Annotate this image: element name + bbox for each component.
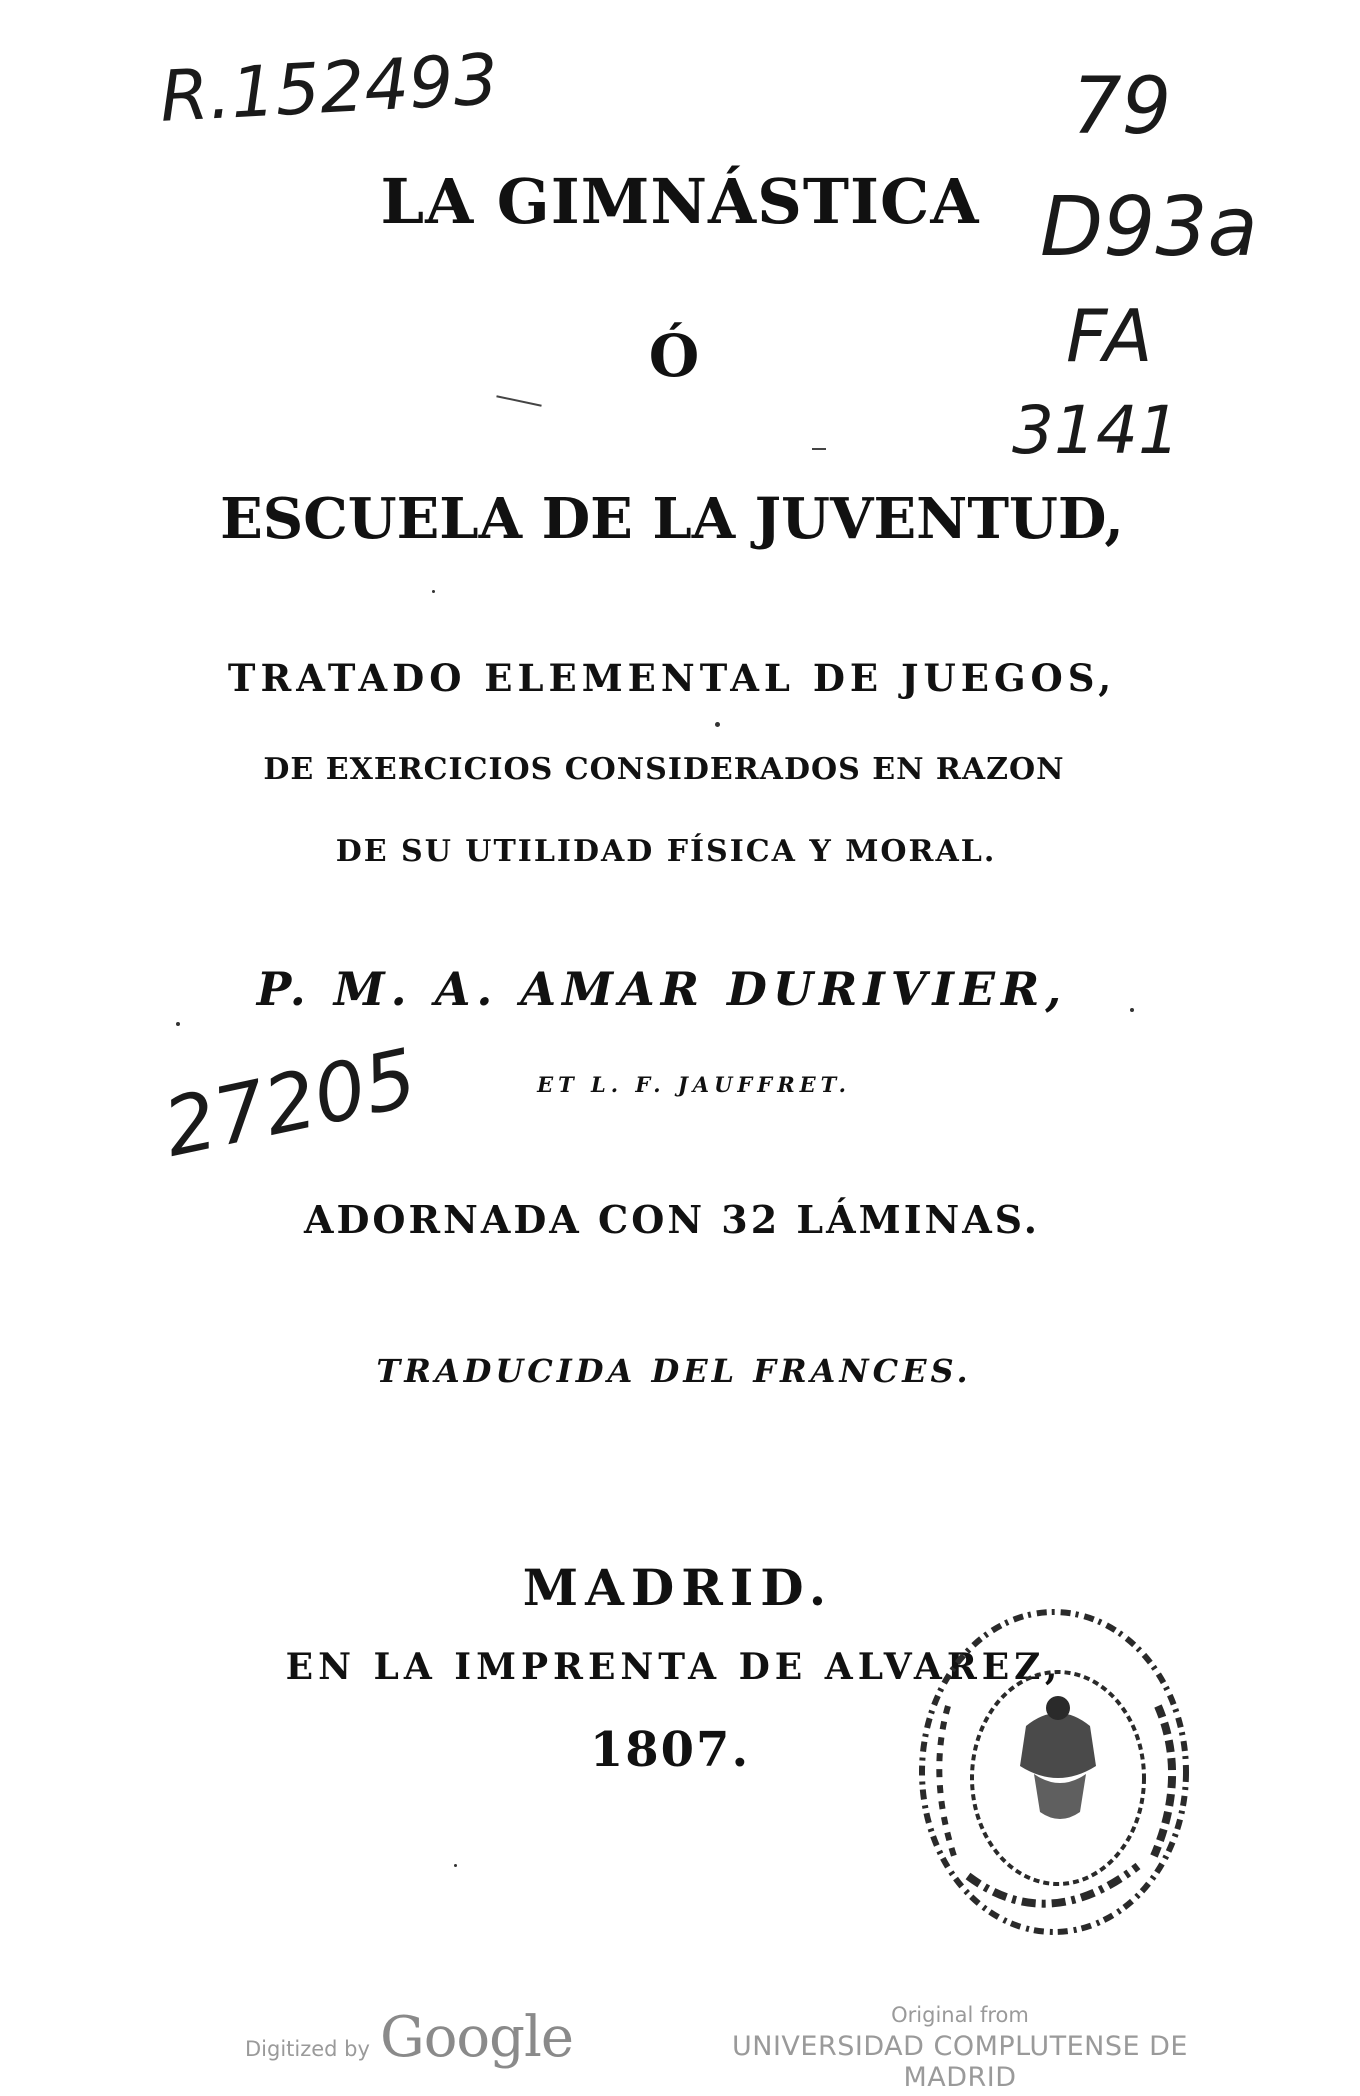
handwritten-mark-27205: 27205 — [156, 1031, 425, 1175]
imprint-city: MADRID. — [522, 1558, 834, 1617]
handwritten-mark-3141: 3141 — [1012, 392, 1180, 469]
original-from-label: Original from — [891, 2003, 1029, 2027]
library-seal-stamp — [908, 1596, 1200, 1940]
digitized-by-label: Digitized by — [245, 2037, 370, 2061]
google-logo: Google — [379, 2005, 574, 2070]
scan-speck — [715, 722, 720, 727]
scan-speck — [176, 1022, 180, 1026]
scan-speck — [454, 1864, 457, 1867]
handwritten-mark-fa: FA — [1066, 294, 1153, 378]
imprint-printer: EN LA IMPRENTA DE ALVAREZ, — [285, 1646, 1063, 1688]
subtitle-line-3: DE SU UTILIDAD FÍSICA Y MORAL. — [335, 834, 997, 869]
authors-secondary: ET L. F. JAUFFRET. — [537, 1072, 851, 1097]
scan-speck — [1130, 1008, 1134, 1012]
handwritten-shelfmark: R.152493 — [158, 38, 500, 138]
institution-name: UNIVERSIDAD COMPLUTENSE DE MADRID — [732, 2031, 1188, 2093]
subtitle-line-2: DE EXERCICIOS CONSIDERADOS EN RAZON — [263, 752, 1065, 787]
footer-digitized — [245, 2005, 573, 2070]
scan-speck — [432, 590, 435, 593]
subtitle-line-1: TRATADO ELEMENTAL DE JUEGOS, — [227, 656, 1117, 700]
title-line-2: Ó — [648, 322, 700, 390]
imprint-year: 1807. — [589, 1722, 751, 1778]
authors-main: P. M. A. AMAR DURIVIER, — [256, 962, 1068, 1016]
handwritten-mark-d93a: D93a — [1040, 180, 1258, 275]
plates-line: ADORNADA CON 32 LÁMINAS. — [304, 1197, 1040, 1242]
title-line-3: ESCUELA DE LA JUVENTUD, — [220, 486, 1124, 552]
scan-dash — [496, 395, 541, 407]
footer-original — [690, 2003, 1230, 2093]
scan-dash — [812, 448, 826, 450]
translation-note: TRADUCIDA DEL FRANCES. — [376, 1352, 972, 1390]
title-line-1: LA GIMNÁSTICA — [380, 165, 980, 238]
handwritten-mark-79: 79 — [1072, 62, 1172, 152]
